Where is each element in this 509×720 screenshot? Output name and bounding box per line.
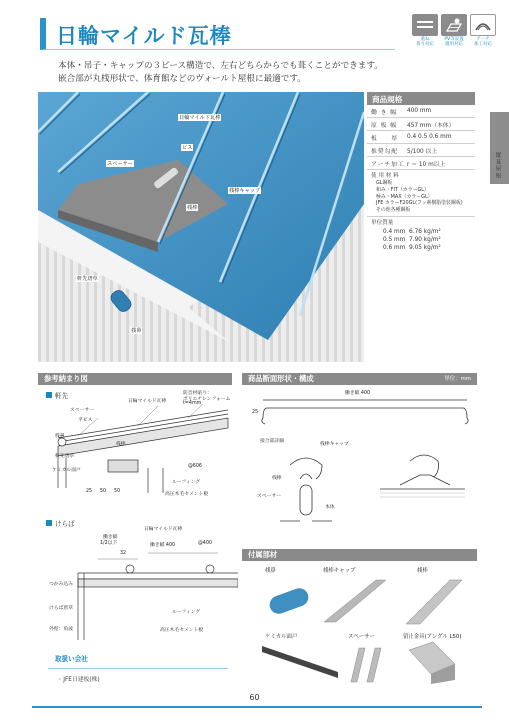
accessory-cap-icon — [320, 576, 390, 626]
spec-value: 400 mm — [407, 108, 432, 114]
verge-label-width: 働き幅 400 — [150, 543, 176, 548]
joint-label-rafter: 桟棒 — [272, 476, 282, 481]
spec-materials — [367, 170, 475, 217]
material-item: その他各種鋼板 — [376, 206, 411, 213]
weight-mass: 6.76 kg/m² — [409, 228, 441, 235]
accessory-nose-icon — [265, 582, 315, 622]
weight-thickness: 0.6 mm — [383, 244, 406, 251]
eaves-label-foam3: t=4mm — [183, 401, 202, 406]
verge-label-roofing: ルーフィング — [172, 610, 201, 615]
spec-row — [367, 118, 475, 131]
verge-label-pitch: @400 — [198, 541, 212, 546]
eaves-label-screw: 平ビス — [78, 418, 93, 423]
eaves-label-roofing: ルーフィング — [172, 480, 201, 485]
verge-heading — [46, 518, 75, 528]
intro-line: 本体・吊子・キャップの３ピース構造で、左右どちらからでも葺くことができます。 — [58, 61, 383, 71]
feature-badges — [412, 14, 496, 47]
eaves-label-board: 高圧木毛セメント板 — [165, 492, 209, 497]
accessory-name: 桟棒キャップ — [323, 568, 356, 574]
verge-label-dim: 32 — [120, 551, 127, 556]
spec-row — [367, 105, 475, 118]
page-number: 60 — [249, 693, 260, 702]
callout-nose: 桟鼻 — [131, 328, 142, 334]
accessory-bracket-icon — [405, 640, 465, 686]
side-tab-label: 縦葺屋根 — [494, 152, 500, 180]
callout-cap: 桟棒キャップ — [229, 188, 261, 194]
section-drawing: 参考納まり図 — [38, 373, 232, 385]
unit-label: 単位：mm — [444, 376, 471, 382]
callout-rafter: 桟棒 — [187, 205, 198, 211]
spec-key: 働 き 幅 — [371, 109, 398, 116]
overlap-icon — [412, 14, 438, 36]
badge-overlap — [412, 14, 438, 47]
joint-detail-drawing — [260, 445, 470, 530]
joint-label-cap: 桟棒キャップ — [320, 442, 349, 447]
bottom-rule — [32, 706, 482, 708]
materials-title: 使 用 材 料 — [371, 173, 399, 179]
maker-name: ◦ JFE日建板(株) — [58, 677, 100, 683]
accessory-chemical-icon — [262, 642, 342, 682]
eaves-label-eave-cover: 軒先唐草 — [55, 454, 75, 459]
spec-value: 5/100 以上 — [407, 148, 438, 155]
eaves-label-rafter: 桟棒 — [116, 442, 126, 447]
spec-row — [367, 131, 475, 144]
section-profile-title: 商品断面形状・構成 — [248, 374, 314, 383]
profile-height-label: 25 — [252, 410, 259, 415]
spec-key: 原 板 幅 — [371, 122, 398, 129]
joint-label-spacer: スペーサー — [257, 494, 281, 499]
weight-row — [371, 228, 475, 236]
eaves-title: 軒先 — [55, 392, 69, 400]
weight-mass: 7.90 kg/m² — [409, 236, 441, 243]
verge-label-half2: 1/2以下 — [100, 541, 118, 546]
arch-icon — [470, 14, 496, 36]
eaves-dim-3: 50 — [114, 489, 121, 494]
callout-main: 日輪マイルド瓦棒 — [179, 115, 221, 121]
callout-spacer: スペーサー — [107, 161, 133, 167]
spec-panel — [367, 92, 475, 286]
spec-value: 457 mm（本体） — [407, 122, 455, 129]
spec-value: r ＝ 10 m以上 — [407, 161, 446, 168]
solar-panel-icon — [441, 14, 467, 36]
spec-row — [367, 157, 475, 170]
verge-label-keraba: けらば唐草 — [49, 606, 73, 611]
eaves-label-fastener: @606 — [188, 464, 202, 469]
spec-value: 0.4 0.5 0.6 mm — [407, 134, 452, 140]
eaves-dim-1: 25 — [86, 489, 93, 494]
intro-line: 嵌合部が丸桟形状で、体育館などのヴォールト屋根に最適です。 — [58, 74, 306, 84]
badge-solar — [441, 14, 467, 47]
accessory-spacer-icon — [345, 642, 385, 686]
title-bar — [40, 18, 395, 50]
page-title: 日輪マイルド瓦棒 — [56, 24, 232, 48]
verge-label-tsukami: つかみ込み — [49, 582, 73, 587]
verge-label-main: 日輪マイルド瓦棒 — [144, 527, 183, 532]
spec-key: 板 厚 — [371, 135, 399, 142]
eaves-label-foam2: ポリエチレンフォーム — [183, 397, 231, 402]
accessory-name: ケミカル面戸 — [265, 634, 298, 640]
spec-header: 商品規格 — [367, 92, 475, 105]
accessory-rafter-icon — [400, 576, 470, 626]
spec-key: アーチ加工 — [371, 161, 405, 168]
joint-label-body: 本体 — [325, 505, 335, 510]
eaves-label-foam: 防音材貼り： — [183, 391, 212, 396]
eaves-label-nose: 桟鼻 — [55, 434, 65, 439]
badge-label: PV等設置 適用対応 — [444, 37, 464, 47]
accessory-name: 留止金具(アングル L50) — [403, 634, 462, 640]
roof-illustration — [38, 92, 364, 362]
accessory-name: 桟棒 — [417, 568, 428, 574]
eaves-drawing — [38, 398, 238, 498]
weight-thickness: 0.4 mm — [383, 228, 406, 235]
badge-label: 重ね 葺り対応 — [416, 37, 434, 47]
eaves-dim-2: 50 — [100, 489, 107, 494]
section-accessories: 付属部材 — [242, 549, 477, 561]
weight-mass: 9.05 kg/m² — [409, 244, 441, 251]
spec-key: 推奨勾配 — [371, 148, 399, 155]
weight-row — [371, 244, 475, 252]
maker-heading: 取扱い会社 — [55, 655, 88, 663]
callout-eave-cover: 軒先唐草 — [77, 276, 98, 282]
material-item: JFE カラーF20GL(フッ素樹脂塗装鋼板) — [376, 200, 463, 207]
weight-title: 単位質量 — [371, 220, 394, 227]
profile-drawing — [255, 396, 480, 436]
profile-width-label: 働き幅 400 — [345, 391, 371, 396]
section-profile — [242, 373, 477, 385]
eaves-label-spacer: スペーサー — [70, 408, 94, 413]
spec-weights — [367, 217, 475, 254]
verge-title: けらば — [55, 520, 75, 528]
divider — [48, 668, 228, 669]
joint-title: 接合部詳細 — [260, 439, 284, 444]
square-bullet-icon — [46, 520, 52, 526]
eaves-label-keraba: ケミカル面戸 — [52, 468, 81, 473]
weight-row — [371, 236, 475, 244]
verge-label-half: 働き幅 — [103, 535, 118, 540]
eaves-label-main: 日輪マイルド瓦棒 — [128, 399, 167, 404]
weight-thickness: 0.5 mm — [383, 236, 406, 243]
material-item: 和み・FIT（カラーGL） — [376, 187, 429, 193]
material-item: 極み・MAX（カラーGL） — [376, 193, 433, 200]
accessory-name: スペーサー — [348, 634, 375, 640]
badge-arch — [470, 14, 496, 47]
material-item: GL鋼板 — [376, 180, 393, 187]
badge-label: アーチ 加工対応 — [474, 37, 492, 47]
verge-label-wall: 外壁：角波 — [49, 627, 73, 632]
spec-row — [367, 144, 475, 157]
intro-text — [58, 60, 478, 86]
accessory-name: 桟鼻 — [265, 568, 276, 574]
verge-label-board: 高圧木毛セメント板 — [160, 628, 204, 633]
callout-screw: ビス — [182, 145, 193, 151]
